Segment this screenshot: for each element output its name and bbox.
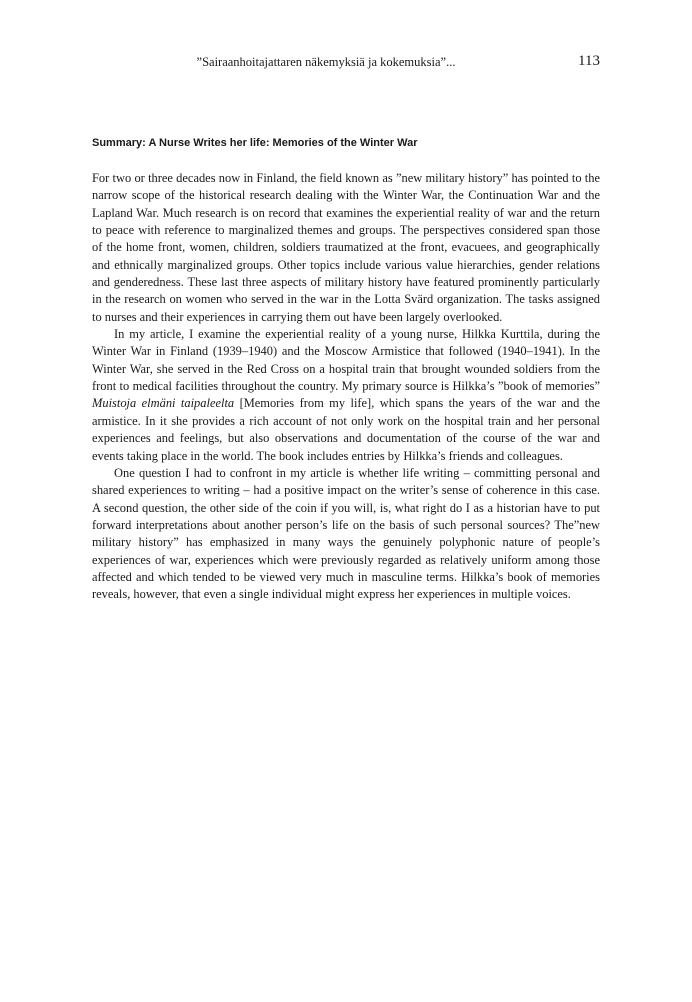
book-title: Muistoja elmäni taipaleelta (92, 396, 235, 411)
summary-paragraph-3: One question I had to confront in my article is whether life writing – committing personal and shared experiences to writing – had a positive impact on the writer’s sense of coherence in this case. A second question, the other side of the coin if you will, is, what right do I as a historian have to put forward interpretations about another person’s life on the basis of such personal sources? The”new military history” has emphasized in many ways the genuinely polyphonic nature of people’s experiences of war, experiences which were previously regarded as relatively uniform among those affected and which tended to be viewed very much in masculine terms. Hilkka’s book of memories reveals, however, that even a single individual might express her experiences in multiple voices. (92, 465, 600, 602)
summary-paragraph-1: For two or three decades now in Finland, the field known as ”new military history” has pointed to the narrow scope of the historical research dealing with the Winter War, the Continuation War and the Lapland War. Much research is on record that examines the experiential reality of war and the return to peace with reference to marginalized themes and groups. The perspectives considered span those of the home front, women, children, soldiers traumatized at the front, evacuees, and geographically and ethnically marginalized groups. Other topics include various value hierarchies, gender relations and genderedness. These last three aspects of military history have featured prominently particularly in the research on women who served in the war in the Lotta Svärd organization. The tasks assigned to nurses and their experiences in carrying them out have been largely overlooked. (92, 171, 600, 324)
running-title: ”Sairaanhoitajattaren näkemyksiä ja kokemuksia”... (196, 55, 456, 69)
summary-heading: Summary: A Nurse Writes her life: Memories of the Winter War (92, 137, 418, 149)
summary-body (92, 170, 600, 604)
paragraph-2-text-end: [Memories from my life], which spans the years of the war and the armistice. In it she provides a rich account of not only work on the hospital train and her personal experiences and feelings, but also observations and documentation of the course of the war and events taking place in the world. The book includes entries by Hilkka’s friends and colleagues. (92, 396, 600, 463)
running-head (92, 54, 600, 74)
page-number: 113 (578, 53, 600, 69)
paragraph-2-text-start: In my article, I examine the experiential reality of a young nurse, Hilkka Kurttila, during the Winter War in Finland (1939–1940) and the Moscow Armistice that followed (1940–1941). In the Winter War, she served in the Red Cross on a hospital train that brought wounded soldiers from the front to medical facilities throughout the country. My primary source is Hilkka’s ”book of memories” (92, 327, 600, 394)
summary-paragraph-2 (92, 326, 600, 465)
